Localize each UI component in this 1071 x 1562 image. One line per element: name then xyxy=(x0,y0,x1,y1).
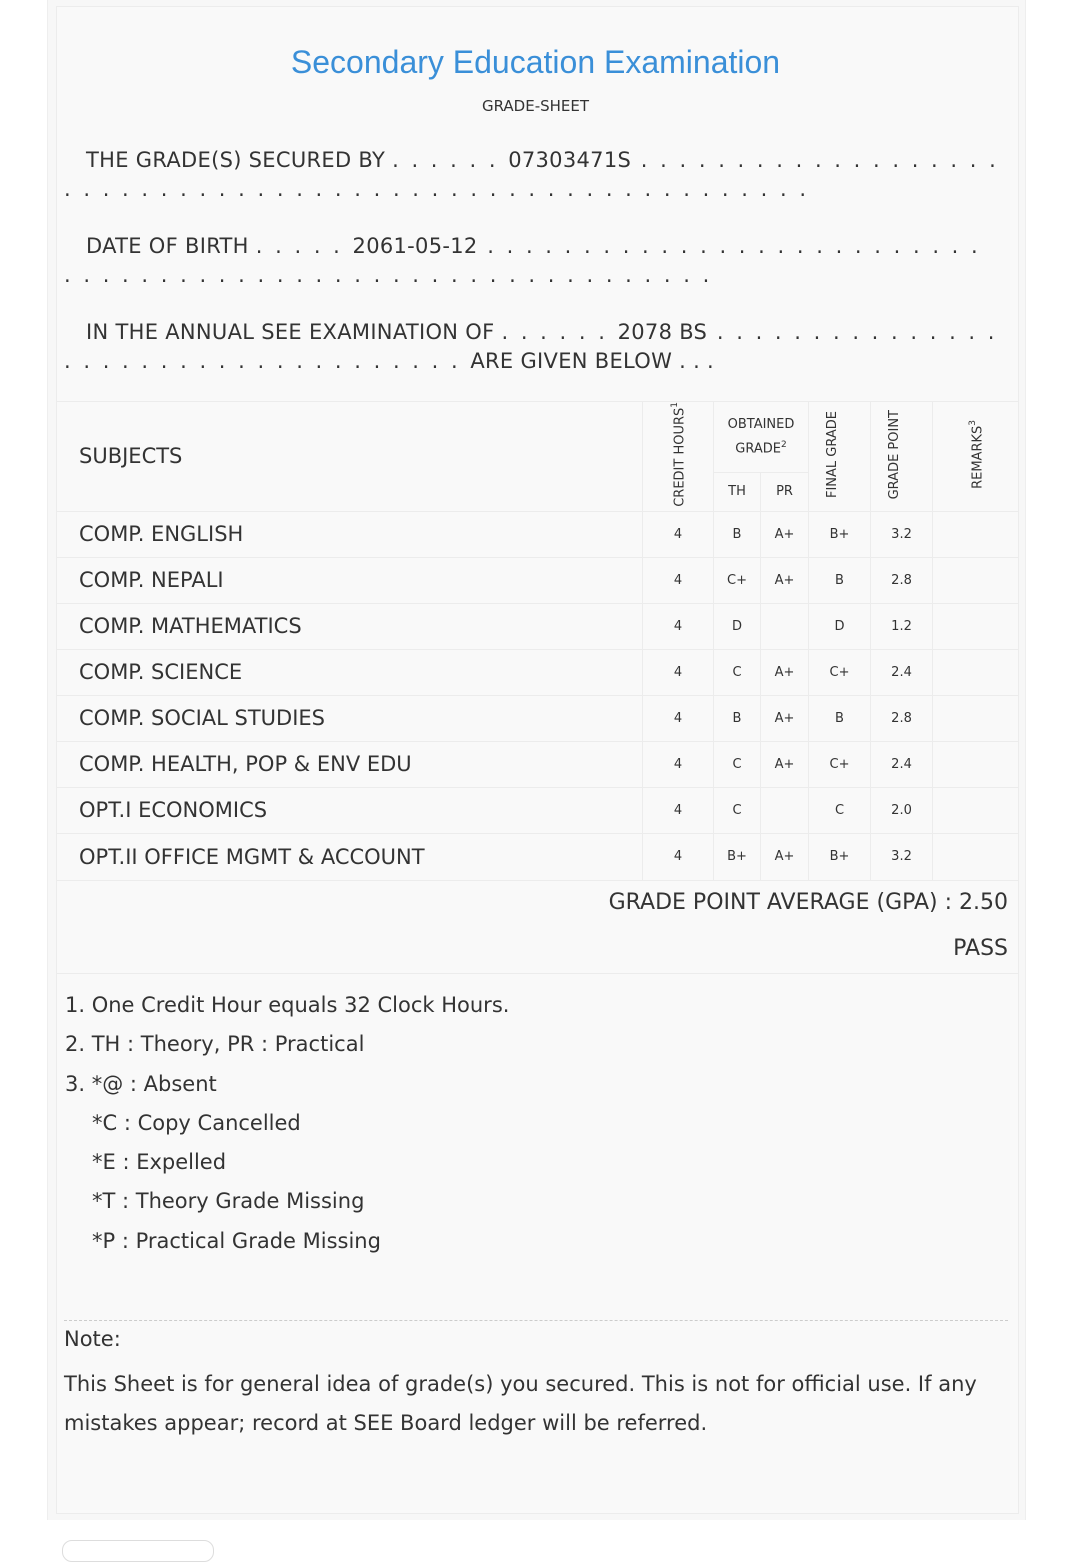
dob-line: DATE OF BIRTH . . . . . 2061-05-12 . . . . . . . . . . . . . . . . . . . . . . . . . . . . . . . . . . . . . . . . . . . . . . . . . . . . . . . . . . . . xyxy=(64,234,981,287)
remarks-cell xyxy=(933,695,1019,741)
gpa-line xyxy=(609,890,1008,915)
table-row xyxy=(57,787,1019,833)
theory-grade-cell: C xyxy=(714,649,761,695)
practical-grade-cell: A+ xyxy=(761,833,809,880)
grade-point-cell: 2.4 xyxy=(871,649,933,695)
final-grade-cell: C+ xyxy=(809,649,871,695)
remarks-cell xyxy=(933,603,1019,649)
header-final-grade: FINAL GRADE xyxy=(809,402,871,512)
remarks-cell xyxy=(933,557,1019,603)
dob-label: DATE OF BIRTH xyxy=(86,234,249,258)
header-pr: PR xyxy=(761,473,809,512)
symbol-number: 07303471S xyxy=(508,148,632,172)
dashed-divider xyxy=(64,1320,1008,1321)
result-status: PASS xyxy=(953,936,1008,961)
subject-name: COMP. SCIENCE xyxy=(57,649,643,695)
grade-point-cell: 1.2 xyxy=(871,603,933,649)
secured-by-label: THE GRADE(S) SECURED BY xyxy=(86,148,386,172)
exam-suffix: ARE GIVEN BELOW . . . xyxy=(470,349,715,373)
header-th: TH xyxy=(714,473,761,512)
subject-name: COMP. NEPALI xyxy=(57,557,643,603)
grades-table xyxy=(56,401,1019,881)
practical-grade-cell: A+ xyxy=(761,695,809,741)
header-subjects: SUBJECTS xyxy=(57,402,643,512)
final-grade-cell: C xyxy=(809,787,871,833)
credit-hours-cell: 4 xyxy=(643,603,714,649)
header-obtained-grade: OBTAINED GRADE$^2$ xyxy=(714,402,809,473)
exam-year: 2078 BS xyxy=(617,320,708,344)
remarks-cell xyxy=(933,649,1019,695)
footnote-item: 2. TH : Theory, PR : Practical xyxy=(65,1032,365,1057)
table-row xyxy=(57,511,1019,557)
remarks-cell xyxy=(933,833,1019,880)
exam-label: IN THE ANNUAL SEE EXAMINATION OF xyxy=(86,320,495,344)
subject-name: OPT.II OFFICE MGMT & ACCOUNT xyxy=(57,833,643,880)
footnote-item: *T : Theory Grade Missing xyxy=(92,1189,365,1214)
date-of-birth: 2061-05-12 xyxy=(352,234,478,258)
table-header-row xyxy=(57,402,1019,473)
secured-by-line: THE GRADE(S) SECURED BY . . . . . . 07303471S . . . . . . . . . . . . . . . . . . . . . . . . . . . . . . . . . . . . . . . . . . . . . . . . . . . . . . . . . . xyxy=(64,148,999,201)
practical-grade-cell: A+ xyxy=(761,741,809,787)
grade-point-cell: 2.8 xyxy=(871,557,933,603)
credit-hours-cell: 4 xyxy=(643,511,714,557)
grade-point-cell: 3.2 xyxy=(871,511,933,557)
footnotes xyxy=(65,986,509,1261)
grade-point-cell: 3.2 xyxy=(871,833,933,880)
practical-grade-cell xyxy=(761,603,809,649)
bottom-button[interactable] xyxy=(62,1540,214,1562)
page-subtitle: GRADE-SHEET xyxy=(481,97,590,115)
header-credit-hours: CREDIT HOURS$^1$ xyxy=(643,402,714,512)
grade-point-cell: 2.0 xyxy=(871,787,933,833)
practical-grade-cell: A+ xyxy=(761,557,809,603)
final-grade-cell: B xyxy=(809,557,871,603)
grade-point-cell: 2.4 xyxy=(871,741,933,787)
table-row xyxy=(57,603,1019,649)
header-remarks: REMARKS$^3$ xyxy=(933,402,1019,512)
divider xyxy=(56,973,1018,974)
footnote-item: 1. One Credit Hour equals 32 Clock Hours. xyxy=(65,993,510,1017)
theory-grade-cell: D xyxy=(714,603,761,649)
table-row xyxy=(57,741,1019,787)
subject-name: COMP. ENGLISH xyxy=(57,511,643,557)
table-row xyxy=(57,695,1019,741)
note-text: This Sheet is for general idea of grade(s) you secured. This is not for official use. If any mistakes appear; record at SEE Board ledger will be referred. xyxy=(64,1372,977,1435)
footnote-item: *C : Copy Cancelled xyxy=(92,1110,301,1135)
credit-hours-cell: 4 xyxy=(643,787,714,833)
table-row xyxy=(57,649,1019,695)
header-grade-point: GRADE POINT xyxy=(871,402,933,512)
subject-name: COMP. HEALTH, POP & ENV EDU xyxy=(57,741,643,787)
subject-name: COMP. MATHEMATICS xyxy=(57,603,643,649)
gpa-label: GRADE POINT AVERAGE (GPA) : xyxy=(608,890,953,915)
grade-point-cell: 2.8 xyxy=(871,695,933,741)
table-row xyxy=(57,833,1019,880)
remarks-cell xyxy=(933,787,1019,833)
practical-grade-cell xyxy=(761,787,809,833)
credit-hours-cell: 4 xyxy=(643,557,714,603)
theory-grade-cell: C xyxy=(714,787,761,833)
remarks-cell xyxy=(933,511,1019,557)
theory-grade-cell: C xyxy=(714,741,761,787)
theory-grade-cell: B xyxy=(714,695,761,741)
footnote-item: 3. *@ : Absent xyxy=(65,1071,217,1096)
final-grade-cell: C+ xyxy=(809,741,871,787)
exam-line: IN THE ANNUAL SEE EXAMINATION OF . . . . . . 2078 BS . . . . . . . . . . . . . . . . . . . . . . . . . . . . . . . . . . . . ARE GIVEN BELOW . . . xyxy=(64,320,998,373)
subject-name: COMP. SOCIAL STUDIES xyxy=(57,695,643,741)
practical-grade-cell: A+ xyxy=(761,649,809,695)
theory-grade-cell: B xyxy=(714,511,761,557)
remarks-cell xyxy=(933,741,1019,787)
final-grade-cell: B xyxy=(809,695,871,741)
credit-hours-cell: 4 xyxy=(643,649,714,695)
note-title: Note: xyxy=(64,1327,121,1351)
credit-hours-cell: 4 xyxy=(643,695,714,741)
theory-grade-cell: C+ xyxy=(714,557,761,603)
subject-name: OPT.I ECONOMICS xyxy=(57,787,643,833)
final-grade-cell: B+ xyxy=(809,511,871,557)
final-grade-cell: D xyxy=(809,603,871,649)
theory-grade-cell: B+ xyxy=(714,833,761,880)
footnote-item: *E : Expelled xyxy=(92,1150,227,1175)
credit-hours-cell: 4 xyxy=(643,833,714,880)
table-row xyxy=(57,557,1019,603)
final-grade-cell: B+ xyxy=(809,833,871,880)
credit-hours-cell: 4 xyxy=(643,741,714,787)
practical-grade-cell: A+ xyxy=(761,511,809,557)
gpa-value: 2.50 xyxy=(959,890,1008,915)
footnote-item: *P : Practical Grade Missing xyxy=(92,1228,381,1253)
page-title: Secondary Education Examination xyxy=(290,44,781,80)
